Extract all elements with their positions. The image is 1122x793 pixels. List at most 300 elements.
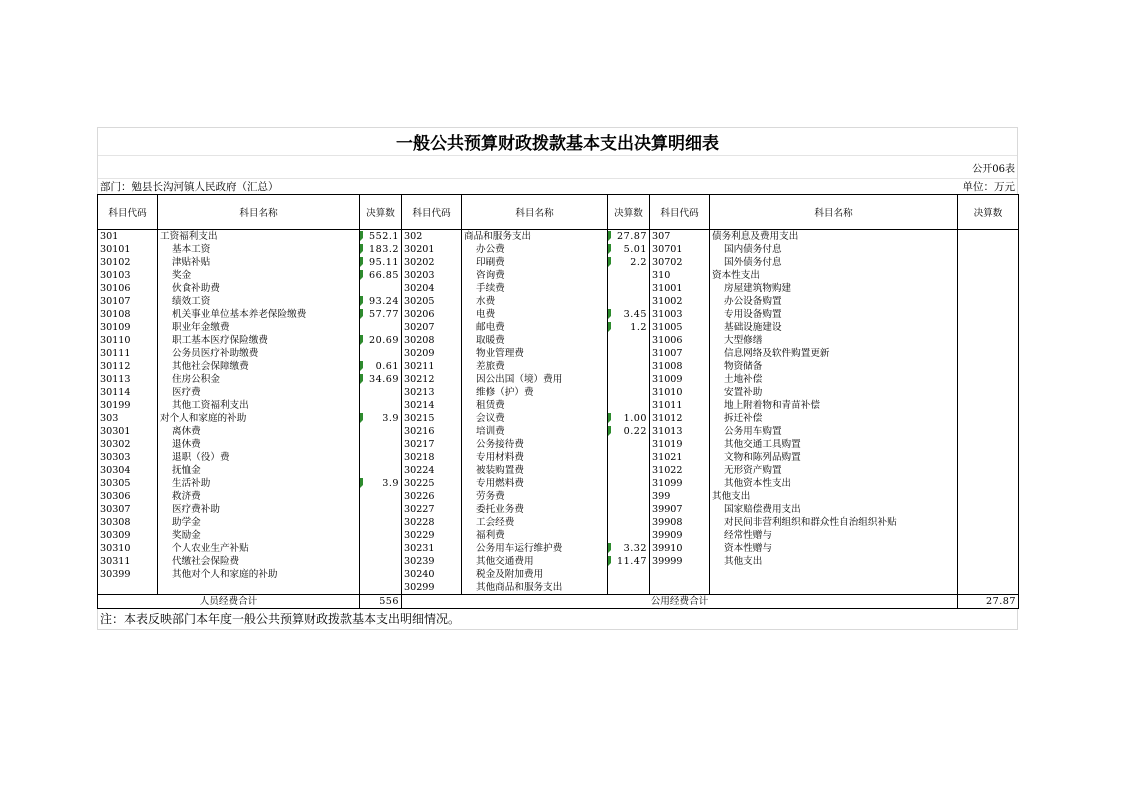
account-name-cell: 劳务费 xyxy=(462,490,608,503)
table-row xyxy=(98,256,1019,269)
expenditure-table xyxy=(97,194,1019,609)
table-header-row xyxy=(98,195,1019,230)
account-name-cell: 其他对个人和家庭的补助 xyxy=(158,568,360,581)
table-row xyxy=(98,386,1019,399)
account-name-cell: 委托业务费 xyxy=(462,503,608,516)
account-name-cell: 大型修缮 xyxy=(710,334,958,347)
account-name-cell: 电费 xyxy=(462,308,608,321)
account-code-cell: 30106 xyxy=(98,282,158,295)
account-code-cell: 30204 xyxy=(402,282,462,295)
account-code-cell: 30311 xyxy=(98,555,158,568)
account-code-cell: 30240 xyxy=(402,568,462,581)
account-name-cell: 差旅费 xyxy=(462,360,608,373)
account-code-cell: 30310 xyxy=(98,542,158,555)
account-code-cell: 30231 xyxy=(402,542,462,555)
account-name-cell: 印刷费 xyxy=(462,256,608,269)
amount-cell xyxy=(608,451,650,464)
account-name-cell: 其他支出 xyxy=(710,490,958,503)
amount-cell: 1.00 xyxy=(608,412,650,425)
amount-cell: 20.69 xyxy=(360,334,402,347)
amount-cell xyxy=(360,568,402,581)
account-name-cell: 经常性赠与 xyxy=(710,529,958,542)
column-header: 科目名称 xyxy=(462,195,608,230)
amount-cell: 95.11 xyxy=(360,256,402,269)
table-row xyxy=(98,399,1019,412)
account-name-cell: 租赁费 xyxy=(462,399,608,412)
amount-cell xyxy=(958,555,1019,568)
account-code-cell: 30226 xyxy=(402,490,462,503)
amount-cell xyxy=(360,503,402,516)
account-name-cell xyxy=(710,568,958,581)
account-code-cell: 30110 xyxy=(98,334,158,347)
amount-cell: 552.1 xyxy=(360,230,402,244)
account-code-cell: 31013 xyxy=(650,425,710,438)
amount-cell xyxy=(958,542,1019,555)
amount-cell xyxy=(608,399,650,412)
account-code-cell: 30299 xyxy=(402,581,462,595)
table-row xyxy=(98,490,1019,503)
amount-cell xyxy=(958,516,1019,529)
account-name-cell: 对个人和家庭的补助 xyxy=(158,412,360,425)
amount-cell: 2.2 xyxy=(608,256,650,269)
account-name-cell: 物业管理费 xyxy=(462,347,608,360)
account-name-cell: 退职（役）费 xyxy=(158,451,360,464)
table-row xyxy=(98,230,1019,244)
account-name-cell: 手续费 xyxy=(462,282,608,295)
account-code-cell: 30202 xyxy=(402,256,462,269)
column-header: 决算数 xyxy=(360,195,402,230)
account-code-cell: 31022 xyxy=(650,464,710,477)
account-name-cell: 资本性赠与 xyxy=(710,542,958,555)
personnel-total-label: 人员经费合计 xyxy=(98,595,360,609)
table-row xyxy=(98,477,1019,490)
department-row xyxy=(98,179,1017,194)
account-code-cell: 30301 xyxy=(98,425,158,438)
account-code-cell: 31010 xyxy=(650,386,710,399)
column-header: 科目代码 xyxy=(98,195,158,230)
account-name-cell: 办公设备购置 xyxy=(710,295,958,308)
account-name-cell: 培训费 xyxy=(462,425,608,438)
column-header: 科目名称 xyxy=(158,195,360,230)
amount-cell xyxy=(958,568,1019,581)
account-name-cell: 工会经费 xyxy=(462,516,608,529)
account-code-cell: 30302 xyxy=(98,438,158,451)
account-name-cell: 国家赔偿费用支出 xyxy=(710,503,958,516)
account-code-cell: 31003 xyxy=(650,308,710,321)
account-code-cell: 30107 xyxy=(98,295,158,308)
amount-cell xyxy=(608,373,650,386)
account-code-cell: 30229 xyxy=(402,529,462,542)
amount-cell xyxy=(608,529,650,542)
account-name-cell: 基础设施建设 xyxy=(710,321,958,334)
account-name-cell: 离休费 xyxy=(158,425,360,438)
account-code-cell: 31002 xyxy=(650,295,710,308)
amount-cell xyxy=(360,425,402,438)
account-code-cell: 30108 xyxy=(98,308,158,321)
table-row xyxy=(98,451,1019,464)
account-name-cell: 救济费 xyxy=(158,490,360,503)
column-header: 决算数 xyxy=(958,195,1019,230)
account-code-cell: 30309 xyxy=(98,529,158,542)
account-name-cell: 国内债务付息 xyxy=(710,243,958,256)
account-code-cell: 30224 xyxy=(402,464,462,477)
account-code-cell: 39909 xyxy=(650,529,710,542)
account-code-cell: 30101 xyxy=(98,243,158,256)
account-name-cell: 邮电费 xyxy=(462,321,608,334)
amount-cell xyxy=(608,464,650,477)
amount-cell xyxy=(958,425,1019,438)
account-name-cell: 绩效工资 xyxy=(158,295,360,308)
amount-cell xyxy=(958,412,1019,425)
account-name-cell: 其他交通费用 xyxy=(462,555,608,568)
table-row xyxy=(98,464,1019,477)
table-row xyxy=(98,243,1019,256)
amount-cell: 57.77 xyxy=(360,308,402,321)
page-title: 一般公共预算财政拨款基本支出决算明细表 xyxy=(98,128,1017,156)
amount-cell xyxy=(608,503,650,516)
amount-cell xyxy=(608,477,650,490)
amount-cell xyxy=(360,490,402,503)
amount-cell xyxy=(360,542,402,555)
account-code-cell: 31011 xyxy=(650,399,710,412)
table-row xyxy=(98,373,1019,386)
amount-cell xyxy=(608,386,650,399)
amount-cell xyxy=(360,529,402,542)
account-code-cell: 30304 xyxy=(98,464,158,477)
table-row xyxy=(98,295,1019,308)
table-row xyxy=(98,542,1019,555)
account-name-cell: 债务利息及费用支出 xyxy=(710,230,958,244)
amount-cell xyxy=(608,490,650,503)
account-code-cell: 39910 xyxy=(650,542,710,555)
amount-cell xyxy=(608,347,650,360)
account-code-cell: 30114 xyxy=(98,386,158,399)
amount-cell: 3.9 xyxy=(360,477,402,490)
amount-cell: 183.2 xyxy=(360,243,402,256)
account-name-cell: 机关事业单位基本养老保险缴费 xyxy=(158,308,360,321)
amount-cell: 5.01 xyxy=(608,243,650,256)
account-name-cell: 取暖费 xyxy=(462,334,608,347)
account-code-cell: 31019 xyxy=(650,438,710,451)
amount-cell xyxy=(958,295,1019,308)
amount-cell xyxy=(958,503,1019,516)
account-name-cell: 住房公积金 xyxy=(158,373,360,386)
table-row xyxy=(98,360,1019,373)
public-total-label: 公用经费合计 xyxy=(402,595,958,609)
table-row xyxy=(98,555,1019,568)
account-name-cell: 工资福利支出 xyxy=(158,230,360,244)
account-code-cell: 30305 xyxy=(98,477,158,490)
table-row xyxy=(98,412,1019,425)
account-name-cell: 职工基本医疗保险缴费 xyxy=(158,334,360,347)
account-code-cell: 30308 xyxy=(98,516,158,529)
amount-cell xyxy=(360,399,402,412)
table-row xyxy=(98,438,1019,451)
account-name-cell xyxy=(158,581,360,595)
account-code-cell: 31021 xyxy=(650,451,710,464)
account-name-cell: 水费 xyxy=(462,295,608,308)
account-code-cell: 30112 xyxy=(98,360,158,373)
amount-cell xyxy=(958,581,1019,595)
account-code-cell: 31099 xyxy=(650,477,710,490)
account-code-cell: 30399 xyxy=(98,568,158,581)
account-name-cell: 无形资产购置 xyxy=(710,464,958,477)
budget-sheet xyxy=(97,127,1018,630)
account-name-cell: 其他资本性支出 xyxy=(710,477,958,490)
amount-cell xyxy=(958,529,1019,542)
account-name-cell: 房屋建筑物购建 xyxy=(710,282,958,295)
amount-cell: 34.69 xyxy=(360,373,402,386)
amount-cell xyxy=(958,386,1019,399)
account-code-cell: 30207 xyxy=(402,321,462,334)
account-name-cell: 退休费 xyxy=(158,438,360,451)
account-code-cell: 30228 xyxy=(402,516,462,529)
account-name-cell: 其他商品和服务支出 xyxy=(462,581,608,595)
account-code-cell: 30206 xyxy=(402,308,462,321)
account-code-cell: 30306 xyxy=(98,490,158,503)
account-code-cell xyxy=(98,581,158,595)
account-code-cell: 39999 xyxy=(650,555,710,568)
account-code-cell: 30702 xyxy=(650,256,710,269)
amount-cell xyxy=(608,516,650,529)
amount-cell xyxy=(958,464,1019,477)
account-code-cell: 30209 xyxy=(402,347,462,360)
account-name-cell: 咨询费 xyxy=(462,269,608,282)
account-code-cell: 30211 xyxy=(402,360,462,373)
account-name-cell: 伙食补助费 xyxy=(158,282,360,295)
account-name-cell: 税金及附加费用 xyxy=(462,568,608,581)
amount-cell xyxy=(360,516,402,529)
amount-cell xyxy=(608,360,650,373)
account-name-cell: 安置补助 xyxy=(710,386,958,399)
amount-cell xyxy=(360,347,402,360)
account-name-cell: 生活补助 xyxy=(158,477,360,490)
account-code-cell: 30208 xyxy=(402,334,462,347)
account-code-cell: 30227 xyxy=(402,503,462,516)
column-header: 科目名称 xyxy=(710,195,958,230)
table-row xyxy=(98,581,1019,595)
account-code-cell: 30205 xyxy=(402,295,462,308)
personnel-total-value: 556 xyxy=(360,595,402,609)
account-code-cell: 310 xyxy=(650,269,710,282)
department-label: 部门：勉县长沟河镇人民政府（汇总） xyxy=(100,181,279,193)
account-code-cell: 30102 xyxy=(98,256,158,269)
account-code-cell: 30199 xyxy=(98,399,158,412)
account-code-cell xyxy=(650,568,710,581)
account-code-cell: 301 xyxy=(98,230,158,244)
amount-cell: 0.22 xyxy=(608,425,650,438)
account-name-cell: 奖金 xyxy=(158,269,360,282)
table-row xyxy=(98,334,1019,347)
amount-cell xyxy=(958,282,1019,295)
account-name-cell: 其他社会保障缴费 xyxy=(158,360,360,373)
account-name-cell: 办公费 xyxy=(462,243,608,256)
amount-cell xyxy=(608,334,650,347)
amount-cell: 1.2 xyxy=(608,321,650,334)
amount-cell xyxy=(360,321,402,334)
account-name-cell xyxy=(710,581,958,595)
amount-cell xyxy=(360,555,402,568)
amount-cell xyxy=(958,360,1019,373)
account-code-cell: 30701 xyxy=(650,243,710,256)
amount-cell xyxy=(958,230,1019,244)
account-code-cell: 302 xyxy=(402,230,462,244)
account-code-cell: 39907 xyxy=(650,503,710,516)
table-row xyxy=(98,347,1019,360)
table-row xyxy=(98,529,1019,542)
amount-cell xyxy=(958,451,1019,464)
account-code-cell: 30203 xyxy=(402,269,462,282)
table-code: 公开06表 xyxy=(98,156,1017,179)
account-code-cell: 31006 xyxy=(650,334,710,347)
account-name-cell: 其他交通工具购置 xyxy=(710,438,958,451)
account-name-cell: 代缴社会保险费 xyxy=(158,555,360,568)
footnote: 注：本表反映部门本年度一般公共预算财政拨款基本支出明细情况。 xyxy=(97,609,1018,630)
account-name-cell: 维修（护）费 xyxy=(462,386,608,399)
account-name-cell: 专用设备购置 xyxy=(710,308,958,321)
column-header: 科目代码 xyxy=(650,195,710,230)
account-name-cell: 医疗费 xyxy=(158,386,360,399)
account-code-cell: 31007 xyxy=(650,347,710,360)
amount-cell xyxy=(958,347,1019,360)
amount-cell xyxy=(608,269,650,282)
account-code-cell: 30212 xyxy=(402,373,462,386)
unit-label: 单位：万元 xyxy=(962,181,1015,193)
account-name-cell: 文物和陈列品购置 xyxy=(710,451,958,464)
account-code-cell: 30111 xyxy=(98,347,158,360)
account-name-cell: 拆迁补偿 xyxy=(710,412,958,425)
amount-cell xyxy=(608,295,650,308)
account-name-cell: 被装购置费 xyxy=(462,464,608,477)
account-code-cell: 31008 xyxy=(650,360,710,373)
amount-cell xyxy=(958,256,1019,269)
account-code-cell: 307 xyxy=(650,230,710,244)
amount-cell xyxy=(608,568,650,581)
amount-cell xyxy=(360,282,402,295)
table-row xyxy=(98,516,1019,529)
totals-row xyxy=(98,595,1019,609)
amount-cell: 11.47 xyxy=(608,555,650,568)
table-row xyxy=(98,269,1019,282)
account-name-cell: 专用材料费 xyxy=(462,451,608,464)
account-name-cell: 国外债务付息 xyxy=(710,256,958,269)
account-code-cell: 399 xyxy=(650,490,710,503)
amount-cell xyxy=(958,308,1019,321)
amount-cell xyxy=(608,581,650,595)
account-name-cell: 福利费 xyxy=(462,529,608,542)
amount-cell: 3.32 xyxy=(608,542,650,555)
account-code-cell: 30214 xyxy=(402,399,462,412)
amount-cell xyxy=(958,321,1019,334)
account-code-cell: 30113 xyxy=(98,373,158,386)
account-code-cell: 30213 xyxy=(402,386,462,399)
account-name-cell: 信息网络及软件购置更新 xyxy=(710,347,958,360)
account-code-cell: 30201 xyxy=(402,243,462,256)
amount-cell xyxy=(360,386,402,399)
account-name-cell: 物资储备 xyxy=(710,360,958,373)
account-code-cell: 30225 xyxy=(402,477,462,490)
table-row xyxy=(98,503,1019,516)
table-row xyxy=(98,425,1019,438)
amount-cell xyxy=(360,438,402,451)
table-body xyxy=(98,230,1019,595)
amount-cell xyxy=(958,477,1019,490)
amount-cell xyxy=(360,464,402,477)
account-name-cell: 地上附着物和青苗补偿 xyxy=(710,399,958,412)
account-code-cell: 30216 xyxy=(402,425,462,438)
amount-cell xyxy=(958,334,1019,347)
account-name-cell: 奖励金 xyxy=(158,529,360,542)
account-name-cell: 职业年金缴费 xyxy=(158,321,360,334)
amount-cell: 0.61 xyxy=(360,360,402,373)
amount-cell xyxy=(360,451,402,464)
sheet-header xyxy=(97,127,1018,194)
account-name-cell: 会议费 xyxy=(462,412,608,425)
amount-cell xyxy=(958,243,1019,256)
account-name-cell: 其他工资福利支出 xyxy=(158,399,360,412)
amount-cell: 66.85 xyxy=(360,269,402,282)
account-code-cell: 30109 xyxy=(98,321,158,334)
amount-cell xyxy=(360,581,402,595)
account-code-cell: 31001 xyxy=(650,282,710,295)
table-row xyxy=(98,321,1019,334)
account-code-cell: 31009 xyxy=(650,373,710,386)
amount-cell xyxy=(958,399,1019,412)
amount-cell: 3.9 xyxy=(360,412,402,425)
account-name-cell: 公务用车购置 xyxy=(710,425,958,438)
account-name-cell: 公务员医疗补助缴费 xyxy=(158,347,360,360)
amount-cell: 3.45 xyxy=(608,308,650,321)
account-name-cell: 对民间非营利组织和群众性自治组织补贴 xyxy=(710,516,958,529)
account-code-cell: 30218 xyxy=(402,451,462,464)
amount-cell xyxy=(958,269,1019,282)
account-code-cell: 30215 xyxy=(402,412,462,425)
account-name-cell: 津贴补贴 xyxy=(158,256,360,269)
account-name-cell: 专用燃料费 xyxy=(462,477,608,490)
account-name-cell: 医疗费补助 xyxy=(158,503,360,516)
account-name-cell: 公务用车运行维护费 xyxy=(462,542,608,555)
amount-cell xyxy=(958,373,1019,386)
account-code-cell: 30103 xyxy=(98,269,158,282)
table-row xyxy=(98,282,1019,295)
account-code-cell: 31005 xyxy=(650,321,710,334)
account-name-cell: 资本性支出 xyxy=(710,269,958,282)
amount-cell xyxy=(608,438,650,451)
amount-cell xyxy=(608,282,650,295)
account-code-cell: 30239 xyxy=(402,555,462,568)
column-header: 决算数 xyxy=(608,195,650,230)
amount-cell xyxy=(958,490,1019,503)
account-code-cell: 303 xyxy=(98,412,158,425)
amount-cell xyxy=(958,438,1019,451)
column-header: 科目代码 xyxy=(402,195,462,230)
account-code-cell: 30303 xyxy=(98,451,158,464)
account-name-cell: 个人农业生产补贴 xyxy=(158,542,360,555)
table-row xyxy=(98,568,1019,581)
public-total-value: 27.87 xyxy=(958,595,1019,609)
amount-cell: 27.87 xyxy=(608,230,650,244)
account-code-cell: 30307 xyxy=(98,503,158,516)
account-code-cell xyxy=(650,581,710,595)
account-name-cell: 其他支出 xyxy=(710,555,958,568)
account-name-cell: 公务接待费 xyxy=(462,438,608,451)
account-name-cell: 抚恤金 xyxy=(158,464,360,477)
account-name-cell: 因公出国（境）费用 xyxy=(462,373,608,386)
account-name-cell: 土地补偿 xyxy=(710,373,958,386)
account-name-cell: 助学金 xyxy=(158,516,360,529)
account-code-cell: 39908 xyxy=(650,516,710,529)
table-row xyxy=(98,308,1019,321)
